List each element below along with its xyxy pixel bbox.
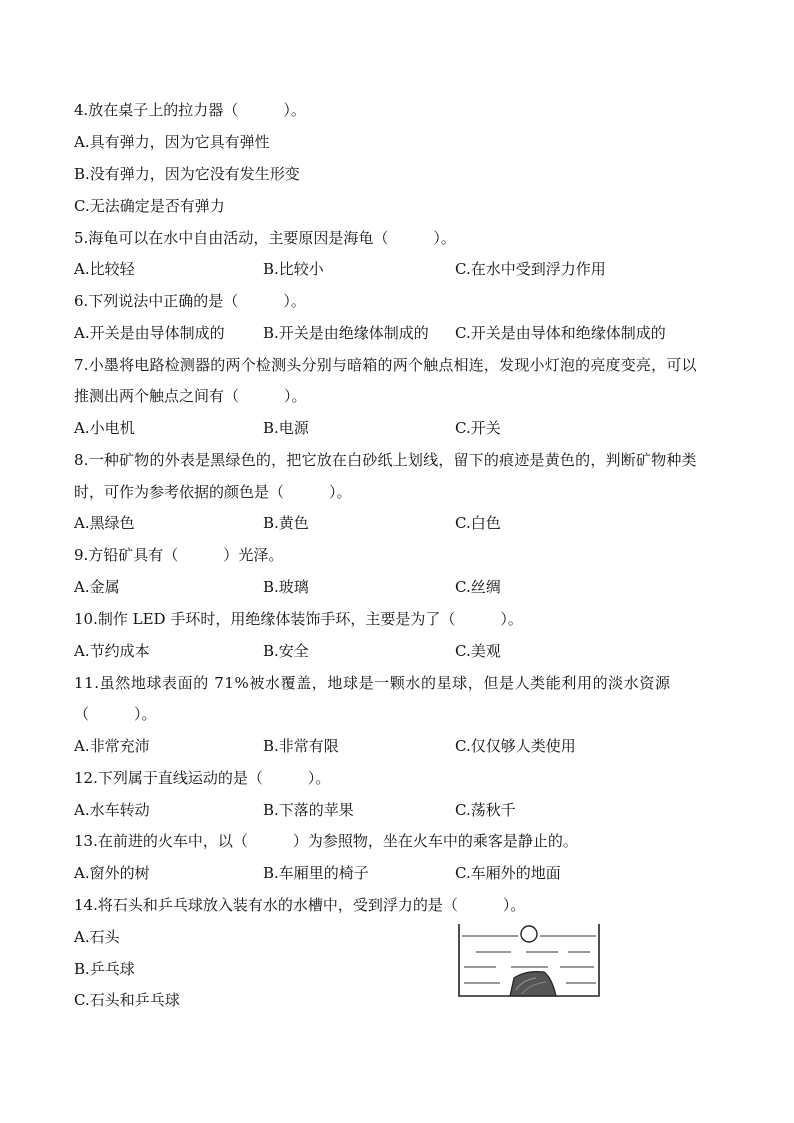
question-9-stem: 9.方铅矿具有（ ）光泽。 <box>74 546 284 564</box>
water-tank-figure <box>456 922 602 1000</box>
question-14-option-b[interactable]: B.乒乓球 <box>74 960 135 978</box>
question-11-option-b[interactable]: B.非常有限 <box>263 737 339 755</box>
question-4-option-a[interactable]: A.具有弹力，因为它具有弹性 <box>74 133 270 151</box>
question-9-option-b[interactable]: B.玻璃 <box>263 578 309 596</box>
question-13-option-c[interactable]: C.车厢外的地面 <box>455 864 561 882</box>
question-8-option-a[interactable]: A.黑绿色 <box>74 514 135 532</box>
question-12-option-c[interactable]: C.荡秋千 <box>455 801 516 819</box>
question-6-option-a[interactable]: A.开关是由导体制成的 <box>74 324 225 342</box>
question-6-stem: 6.下列说法中正确的是（ ）。 <box>74 292 306 310</box>
question-13-stem: 13.在前进的火车中，以（ ）为参照物，坐在火车中的乘客是静止的。 <box>74 832 578 850</box>
question-5-option-b[interactable]: B.比较小 <box>263 260 324 278</box>
question-13-option-a[interactable]: A.窗外的树 <box>74 864 150 882</box>
ping-pong-ball-icon <box>521 926 537 942</box>
stone-icon <box>510 972 556 996</box>
question-10-option-a[interactable]: A.节约成本 <box>74 642 150 660</box>
question-5-option-a[interactable]: A.比较轻 <box>74 260 135 278</box>
question-12-option-b[interactable]: B.下落的苹果 <box>263 801 354 819</box>
question-11-option-c[interactable]: C.仅仅够人类使用 <box>455 737 576 755</box>
question-14-option-a[interactable]: A.石头 <box>74 928 120 946</box>
question-10-option-c[interactable]: C.美观 <box>455 642 501 660</box>
question-12-stem: 12.下列属于直线运动的是（ ）。 <box>74 769 331 787</box>
question-10-option-b[interactable]: B.安全 <box>263 642 309 660</box>
question-8-stem-line-2: 时，可作为参考依据的颜色是（ ）。 <box>74 483 352 501</box>
question-7-option-b[interactable]: B.电源 <box>263 419 309 437</box>
question-8-option-b[interactable]: B.黄色 <box>263 514 309 532</box>
question-6-option-b[interactable]: B.开关是由绝缘体制成的 <box>263 324 429 342</box>
question-5-stem: 5.海龟可以在水中自由活动，主要原因是海龟（ ）。 <box>74 229 456 247</box>
question-10-stem: 10.制作 LED 手环时，用绝缘体装饰手环，主要是为了（ ）。 <box>74 610 523 628</box>
question-13-option-b[interactable]: B.车厢里的椅子 <box>263 864 369 882</box>
question-5-option-c[interactable]: C.在水中受到浮力作用 <box>455 260 606 278</box>
question-7-stem-line-1: 7.小墨将电路检测器的两个检测头分别与暗箱的两个触点相连，发现小灯泡的亮度变亮，可以 <box>74 356 697 374</box>
question-8-option-c[interactable]: C.白色 <box>455 514 501 532</box>
question-11-stem-line-1: 11.虽然地球表面的 71%被水覆盖，地球是一颗水的星球，但是人类能利用的淡水资源 <box>74 674 671 692</box>
question-6-option-c[interactable]: C.开关是由导体和绝缘体制成的 <box>455 324 666 342</box>
question-4-stem: 4.放在桌子上的拉力器（ ）。 <box>74 101 306 119</box>
question-9-option-c[interactable]: C.丝绸 <box>455 578 501 596</box>
question-11-option-a[interactable]: A.非常充沛 <box>74 737 150 755</box>
question-4-option-b[interactable]: B.没有弹力，因为它没有发生形变 <box>74 165 300 183</box>
question-14-stem: 14.将石头和乒乓球放入装有水的水槽中，受到浮力的是（ ）。 <box>74 896 526 914</box>
question-12-option-a[interactable]: A.水车转动 <box>74 801 150 819</box>
question-11-stem-line-2: （ ）。 <box>74 705 157 723</box>
question-8-stem-line-1: 8.一种矿物的外表是黑绿色的，把它放在白砂纸上划线，留下的痕迹是黄色的，判断矿物种类 <box>74 451 697 469</box>
question-14-option-c[interactable]: C.石头和乒乓球 <box>74 991 180 1009</box>
question-7-option-a[interactable]: A.小电机 <box>74 419 135 437</box>
question-7-option-c[interactable]: C.开关 <box>455 419 501 437</box>
question-9-option-a[interactable]: A.金属 <box>74 578 120 596</box>
question-7-stem-line-2: 推测出两个触点之间有（ ）。 <box>74 387 307 405</box>
question-4-option-c[interactable]: C.无法确定是否有弹力 <box>74 197 225 215</box>
